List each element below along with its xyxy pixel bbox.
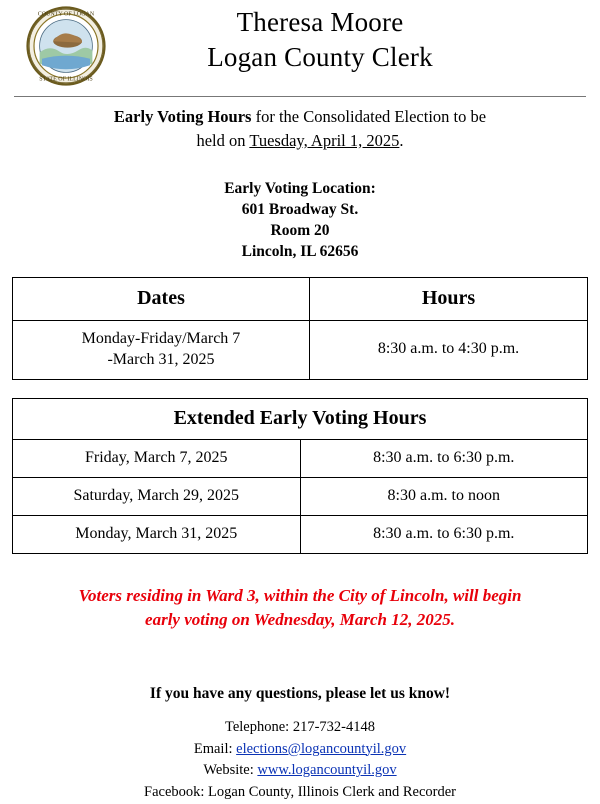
extended-banner-row xyxy=(13,398,588,439)
clerk-name: Theresa Moore xyxy=(236,7,404,37)
telephone-label: Telephone: xyxy=(224,718,293,735)
facebook-value: Logan County, Illinois Clerk and Recorder xyxy=(208,784,456,801)
email-label: Email: xyxy=(193,740,237,757)
table-header-row xyxy=(13,277,588,320)
header-divider xyxy=(14,96,586,97)
cell-date: Monday, March 31, 2025 xyxy=(13,515,301,553)
email-link[interactable]: elections@logancountyil.gov xyxy=(236,740,407,757)
cell-hours: 8:30 a.m. to 6:30 p.m. xyxy=(300,515,588,553)
document-header xyxy=(12,0,588,90)
svg-text:STATE OF ILLINOIS: STATE OF ILLINOIS xyxy=(39,76,93,83)
cell-hours: 8:30 a.m. to noon xyxy=(300,477,588,515)
cell-hours: 8:30 a.m. to 6:30 p.m. xyxy=(300,439,588,477)
website-label: Website: xyxy=(203,762,258,779)
contact-email xyxy=(12,739,588,761)
intro-rest: for the Consolidated Election to be xyxy=(251,107,487,126)
table-row xyxy=(13,515,588,553)
questions-text: If you have any questions, please let us know! xyxy=(149,684,451,702)
county-seal-icon xyxy=(26,6,106,86)
election-date: Tuesday, April 1, 2025 xyxy=(249,130,400,150)
website-link[interactable]: www.logancountyil.gov xyxy=(257,762,397,779)
main-hours-table xyxy=(12,277,588,380)
cell-date: Saturday, March 29, 2025 xyxy=(13,477,301,515)
intro-bold-lead: Early Voting Hours xyxy=(113,107,252,126)
location-city: Lincoln, IL 62656 xyxy=(241,242,359,260)
intro-text xyxy=(12,105,588,153)
cell-hours: 8:30 a.m. to 4:30 p.m. xyxy=(310,320,588,379)
contact-block xyxy=(12,717,588,804)
location-label: Early Voting Location: xyxy=(224,179,376,197)
table-row xyxy=(13,477,588,515)
telephone-value: 217-732-4148 xyxy=(292,718,375,735)
voting-location xyxy=(12,179,588,263)
extended-hours-table xyxy=(12,398,588,554)
ward-notice xyxy=(12,584,588,633)
column-header-hours: Hours xyxy=(310,277,588,320)
cell-dates-line1: Monday-Friday/March 7 xyxy=(81,329,241,347)
intro-line2-pre: held on xyxy=(196,130,250,150)
cell-dates-line2: -March 31, 2025 xyxy=(107,350,215,368)
contact-website xyxy=(12,760,588,782)
contact-telephone xyxy=(12,717,588,739)
column-header-dates: Dates xyxy=(13,277,310,320)
facebook-label: Facebook: xyxy=(144,784,209,801)
intro-line2-post: . xyxy=(399,130,404,150)
ward-notice-line1: Voters residing in Ward 3, within the City of Lincoln, will begin xyxy=(78,585,522,605)
office-title: Logan County Clerk xyxy=(207,41,433,72)
contact-facebook xyxy=(12,782,588,804)
cell-date: Friday, March 7, 2025 xyxy=(13,439,301,477)
svg-text:COUNTY OF LOGAN: COUNTY OF LOGAN xyxy=(37,11,95,18)
location-street: 601 Broadway St. xyxy=(241,200,359,218)
table-row xyxy=(13,439,588,477)
location-room: Room 20 xyxy=(270,221,330,239)
table-row xyxy=(13,320,588,379)
ward-notice-line2: early voting on Wednesday, March 12, 2025. xyxy=(145,610,455,630)
cell-dates xyxy=(13,320,310,379)
extended-banner: Extended Early Voting Hours xyxy=(13,398,588,439)
